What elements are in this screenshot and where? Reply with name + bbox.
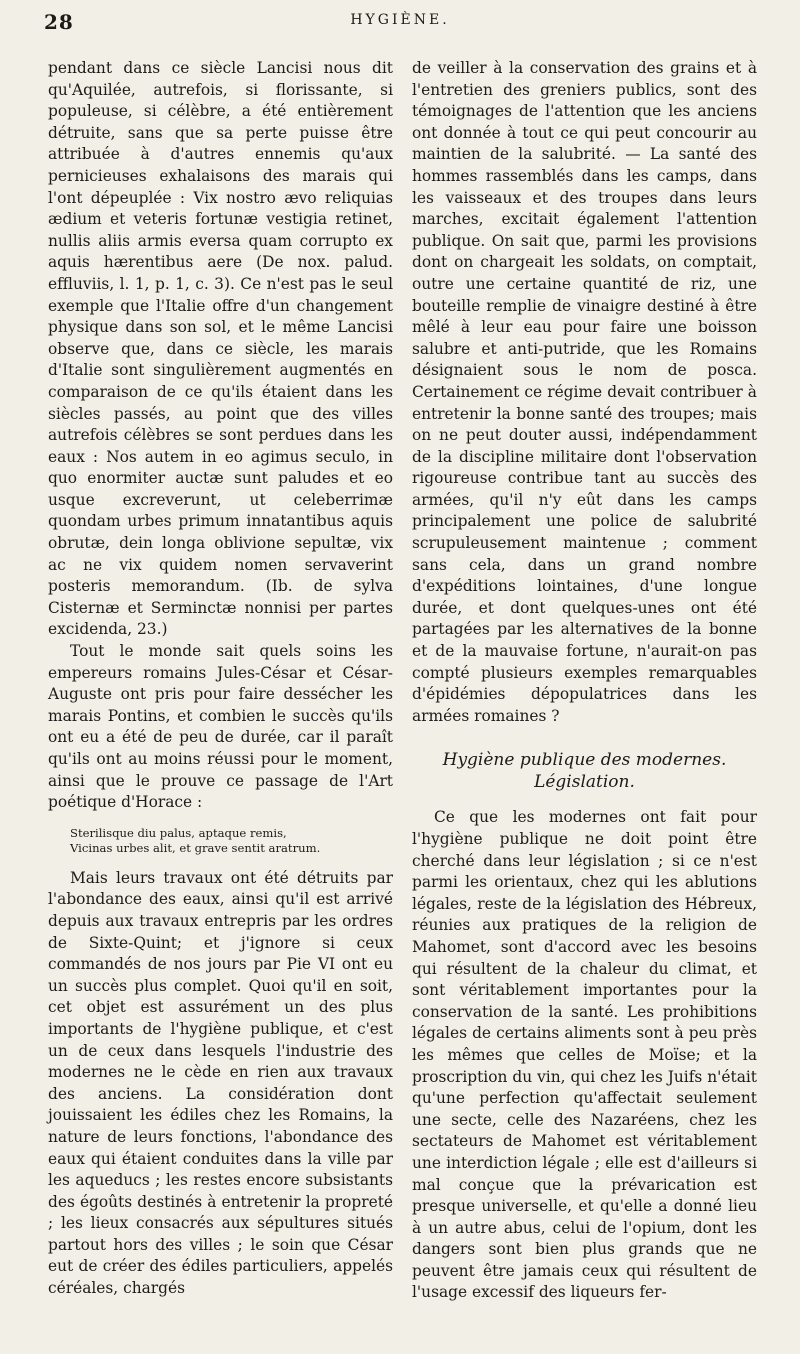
paragraph: pendant dans ce siècle Lancisi nous dit qu'Aquilée, autrefois, si florissante, si populeuse, si célèbre, a été entièrement détruite, sans que sa perte puisse être attribuée à d'autres ennemis qu'aux pernicieuses exhalaisons des marais qui l'ont dépeuplée : Vix nostro ævo reliquias ædium et veteris fortunæ vestigia retinet, nullis aliis armis eversa quam corrupto ex aquis hærentibus aere (De nox. palud. effluviis, l. 1, p. 1, c. 3). Ce n'est pas le seul exemple que l'Italie offre d'un changement physique dans son sol, et le même Lancisi observe que, dans ce siècle, les marais d'Italie sont singulièrement augmentés en comparaison de ce qu'ils étaient dans les siècles passés, au point que des villes autrefois célèbres se sont perdues dans les eaux : Nos autem in eo agimus seculo, in quo enormiter auctæ sunt paludes et eo usque excreverunt, ut celeberrimæ quondam urbes primum innatantibus aquis obrutæ, dein longa oblivione sepultæ, vix ac ne vix quidem nomen servaverint posteris memorandum. (Ib. de sylva Cisternæ et Serminctæ nonnisi per partes excidenda, 23.) (48, 59, 393, 639)
paragraph: Mais leurs travaux ont été détruits par l'abondance des eaux, ainsi qu'il est arrivé depuis aux travaux entrepris par les ordres de Sixte-Quint; et j'ignore si ceux commandés de nos jours par Pie VI ont eu un succès plus complet. Quoi qu'il en soit, cet objet est assurément un des plus importants de l'hygiène publique, et c'est un de ceux dans lesquels l'industrie des modernes ne le cède en rien aux travaux des anciens. La considération dont jouissaient les édiles chez les Romains, la nature de leurs fonctions, l'abondance des eaux qui étaient conduites dans la ville par les aqueducs ; les restes encore subsistants des égoûts destinés à entretenir la propreté ; les lieux consacrés aux sépultures situés partout hors des villes ; le soin que César eut de créer des édiles particuliers, appelés céréales, chargés (48, 868, 393, 1298)
paragraph: Ce que les modernes ont fait pour l'hygiène publique ne doit point être cherché dans leur législation ; si ce n'est parmi les orientaux, chez qui les ablutions légales, reste de la législation des Hébreux, réunies aux pratiques de la religion de Mahomet, sont d'accord avec les besoins qui résultent de la chaleur du climat, et sont véritablement importantes pour la conservation de la santé. Les prohibitions légales de certains aliments sont à peu près les mêmes que celles de Moïse; et la proscription du vin, qui chez les Juifs n'était qu'une perfection qu'affectait seulement une secte, celle des Nazaréens, chez les sectateurs de Mahomet est véritablement une interdiction légale ; elle est d'ailleurs si mal conçue que la prévarication est presque universelle, et qu'elle a donné lieu à un autre abus, celui de l'opium, dont les dangers sont bien plus grands que ne peuvent être jamais ceux qui résultent de l'usage excessif des liqueurs fer- (412, 808, 757, 1302)
paragraph: de veiller à la conservation des grains et à l'entretien des greniers publics, sont des témoignages de l'attention que les anciens ont donnée à tout ce qui peut concourir au maintien de la salubrité. — La santé des hommes rassemblés dans les camps, dans les vaisseaux et des troupes dans leurs marches, excitait également l'attention publique. On sait que, parmi les provisions dont on chargeait les soldats, on comptait, outre une certaine quantité de riz, une bouteille remplie de vinaigre destiné à être mêlé à leur eau pour faire une boisson salubre et anti-putride, que les Romains désignaient sous le nom de posca. Certainement ce régime devait contribuer à entretenir la bonne santé des troupes; mais on ne peut douter aussi, indépendamment de la discipline militaire dont l'observation rigoureuse contribue tant au succès des armées, qu'il n'y eût dans les camps principalement une police de salubrité scrupuleusement maintenue ; comment sans cela, dans un grand nombre d'expéditions lointaines, d'une longue durée, et dont quelques-unes ont été partagées par les alternatives de la bonne et de la mauvaise fortune, n'aurait-on pas compté plusieurs exemples remarquables d'épidémies dépopulatrices dans les armées romaines ? (412, 59, 757, 725)
verse-quotation (70, 826, 393, 856)
right-column (412, 58, 757, 1304)
page-number: 28 (44, 10, 74, 34)
section-heading-subtitle: Législation. (534, 772, 635, 793)
paragraph: Tout le monde sait quels soins les empereurs romains Jules-César et César-Auguste ont pris pour faire dessécher les marais Pontins, et combien le succès qu'ils ont eu a été de peu de durée, car il paraît qu'ils ont au moins réussi pour le moment, ainsi que le prouve ce passage de l'Art poétique d'Horace : (48, 642, 393, 812)
section-heading-title: Hygiène publique des modernes. (442, 750, 727, 771)
section-heading (412, 749, 757, 793)
verse-line: Sterilisque diu palus, aptaque remis, (70, 825, 287, 840)
running-head: HYGIÈNE. (350, 12, 450, 28)
left-column (48, 58, 393, 1300)
verse-line: Vicinas urbes alit, et grave sentit aratrum. (70, 840, 321, 855)
